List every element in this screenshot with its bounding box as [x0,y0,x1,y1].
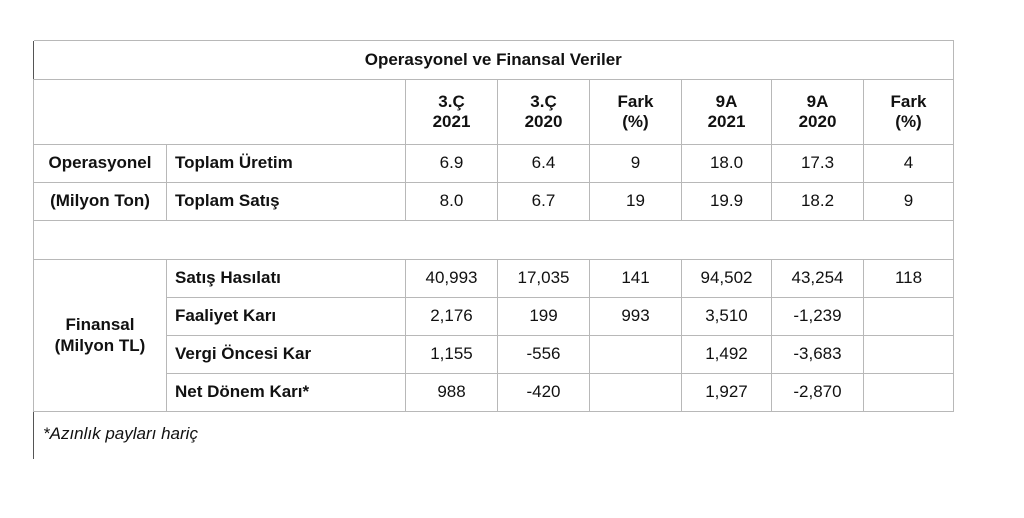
column-header-q3-2020: 3.Ç 2020 [498,80,590,145]
table-row [34,183,954,221]
table-title: Operasyonel ve Finansal Veriler [34,41,954,80]
table-cell: -3,683 [772,336,864,374]
column-header-q3-2021: 3.Ç 2021 [406,80,498,145]
footnote: *Azınlık payları hariç [43,424,198,443]
row-label: Faaliyet Karı [167,298,406,336]
table-cell: 9 [590,145,682,183]
table-cell: -2,870 [772,374,864,412]
table-cell: 2,176 [406,298,498,336]
table-row [34,298,954,336]
table-cell [864,298,954,336]
table-cell: 18.2 [772,183,864,221]
table-row [34,145,954,183]
table-cell: 9 [864,183,954,221]
row-label: Net Dönem Karı* [167,374,406,412]
header-empty-cell [34,80,406,145]
spacer-cell [34,221,954,260]
group-label-operational-line2: (Milyon Ton) [34,183,167,221]
column-header-9m-2020: 9A 2020 [772,80,864,145]
table-cell: 993 [590,298,682,336]
table-row [34,260,954,298]
table-cell: -556 [498,336,590,374]
table-cell [590,336,682,374]
group-label-operational-line1: Operasyonel [34,145,167,183]
table-cell: -1,239 [772,298,864,336]
table-cell: 6.7 [498,183,590,221]
table-cell: 4 [864,145,954,183]
table-cell: 40,993 [406,260,498,298]
table-cell: 1,155 [406,336,498,374]
table-cell: 8.0 [406,183,498,221]
table-cell: 19 [590,183,682,221]
row-label: Toplam Üretim [167,145,406,183]
table-cell [864,374,954,412]
table-cell: 6.9 [406,145,498,183]
column-header-9m-diff: Fark (%) [864,80,954,145]
table-cell: 18.0 [682,145,772,183]
header-row [34,80,954,145]
table-cell: 141 [590,260,682,298]
group-label-financial: Finansal (Milyon TL) [34,260,167,412]
table-row [34,374,954,412]
table-cell: 1,492 [682,336,772,374]
table-cell [864,336,954,374]
row-label: Toplam Satış [167,183,406,221]
column-header-q3-diff: Fark (%) [590,80,682,145]
table-row [34,336,954,374]
data-table [33,40,954,412]
table-cell: 1,927 [682,374,772,412]
table-cell: -420 [498,374,590,412]
table-cell: 3,510 [682,298,772,336]
spacer-row [34,221,954,260]
column-header-9m-2021: 9A 2021 [682,80,772,145]
table-cell: 118 [864,260,954,298]
table-cell [590,374,682,412]
table-cell: 43,254 [772,260,864,298]
table-cell: 17.3 [772,145,864,183]
table-cell: 988 [406,374,498,412]
table-cell: 6.4 [498,145,590,183]
row-label: Satış Hasılatı [167,260,406,298]
table-cell: 199 [498,298,590,336]
table-cell: 94,502 [682,260,772,298]
table-cell: 17,035 [498,260,590,298]
table-cell: 19.9 [682,183,772,221]
row-label: Vergi Öncesi Kar [167,336,406,374]
